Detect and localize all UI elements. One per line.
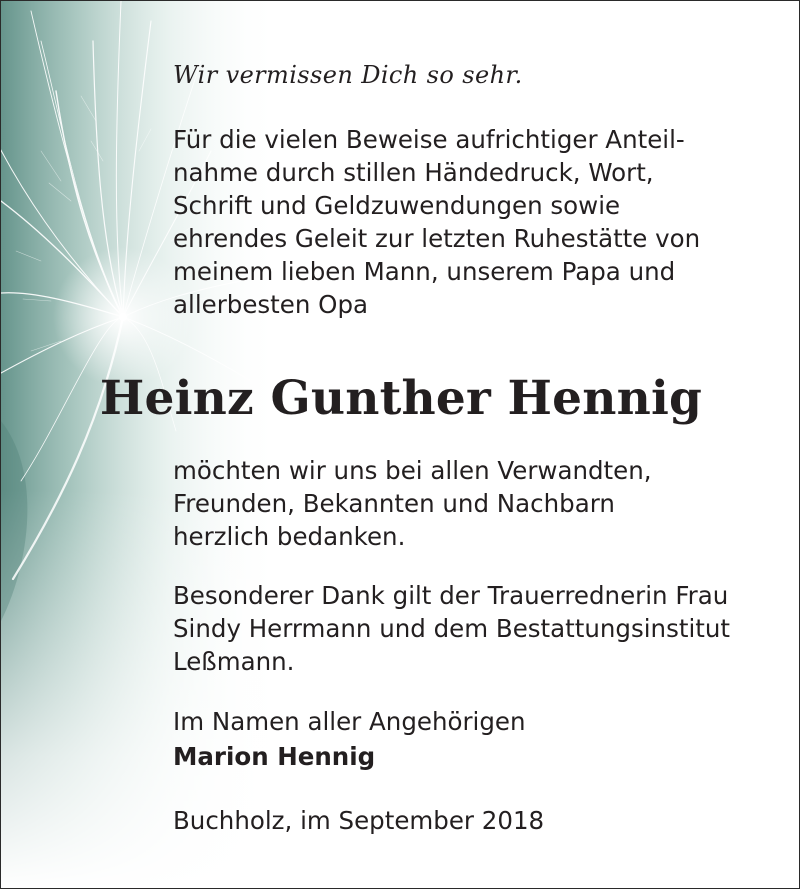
motto: Wir vermissen Dich so sehr. xyxy=(173,61,523,89)
intro-paragraph: Für die vielen Beweise aufrichtiger Anteil- nahme durch stillen Händedruck, Wort, Schrift und Geldzuwendungen sowie ehrendes Geleit zur letzten Ruhestätte von meinem lieben Mann, unserem Papa und allerbesten Opa xyxy=(173,125,701,319)
signature-name: Marion Hennig xyxy=(173,742,376,771)
special-thanks-paragraph: Besonderer Dank gilt der Trauerrednerin Frau Sindy Herrmann und dem Bestattungsinstitut Leßmann. xyxy=(173,581,731,676)
deceased-name: Heinz Gunther Hennig xyxy=(99,371,703,426)
place-and-date: Buchholz, im September 2018 xyxy=(173,806,545,835)
thanks-paragraph: möchten wir uns bei allen Verwandten, Freunden, Bekannten und Nachbarn herzlich bedanken. xyxy=(173,456,652,551)
signature-line: Im Namen aller Angehörigen xyxy=(173,707,526,736)
